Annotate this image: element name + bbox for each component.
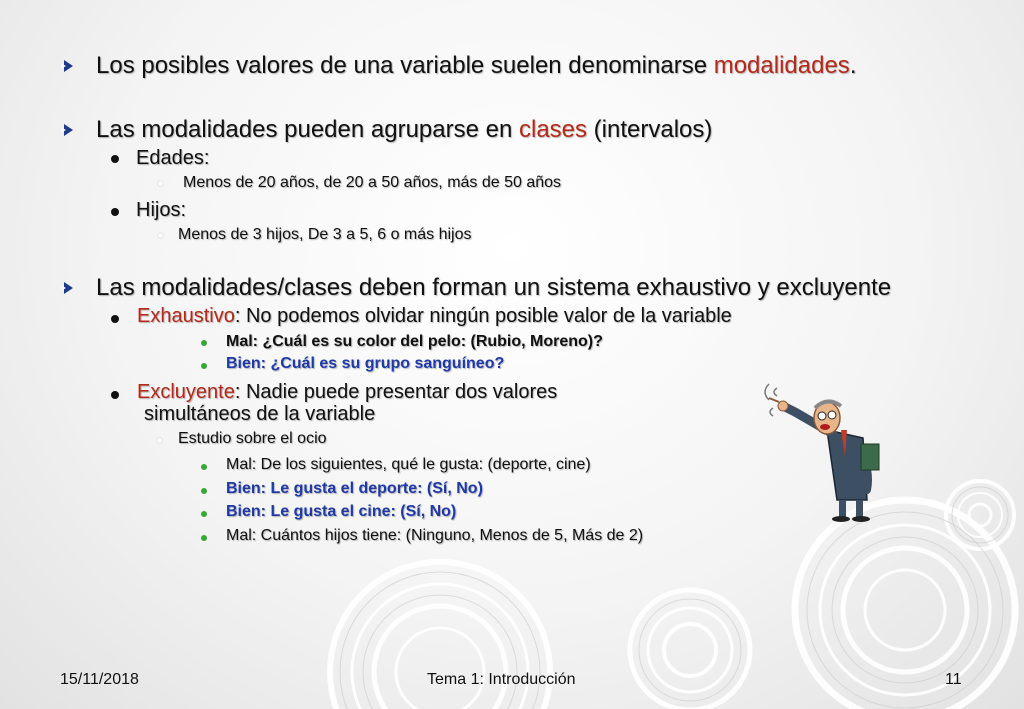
sub-hijos-label: Hijos: (136, 199, 187, 221)
sub-excluyente-cont: simultáneos de la variable (144, 403, 376, 425)
point-text: Los posibles valores de una variable suelen denominarse (96, 52, 714, 79)
bullet-dot-icon (201, 535, 207, 541)
angry-man-illustration (755, 382, 915, 522)
arrow-bullet-icon (64, 124, 73, 136)
example-item-3: Bien: Le gusta el cine: (Sí, No) (226, 503, 457, 520)
point-text: Las modalidades pueden agruparse en (96, 116, 519, 143)
sub-exhaustivo (137, 305, 732, 328)
bullet-dot-icon (111, 391, 119, 399)
bullet-dot-icon (158, 233, 163, 238)
bullet-dot-icon (201, 464, 207, 470)
example-bien-sangre: Bien: ¿Cuál es su grupo sanguíneo? (226, 355, 505, 372)
footer-date: 15/11/2018 (60, 671, 139, 688)
sub-edades-detail: Menos de 20 años, de 20 a 50 años, más de 50 años (183, 174, 562, 191)
bullet-dot-icon (111, 155, 119, 163)
term-exhaustivo: Exhaustivo (137, 305, 235, 327)
footer-title: Tema 1: Introducción (427, 671, 576, 688)
point-clases (96, 116, 712, 144)
bullet-dot-icon (157, 438, 162, 443)
bullet-dot-icon (201, 363, 207, 369)
term-clases: clases (518, 116, 588, 143)
sub-edades-label: Edades: (136, 147, 210, 169)
sub-estudio: Estudio sobre el ocio (178, 430, 327, 447)
arrow-bullet-icon (64, 60, 73, 72)
bullet-dot-icon (201, 340, 207, 346)
example-item-1: Mal: De los siguientes, qué le gusta: (deporte, cine) (226, 456, 591, 473)
sub-hijos-detail: Menos de 3 hijos, De 3 a 5, 6 o más hijos (178, 226, 472, 243)
sub-text: : Nadie puede presentar dos valores (234, 381, 558, 403)
bullet-dot-icon (111, 208, 119, 216)
bullet-dot-icon (111, 315, 119, 323)
arrow-bullet-icon (64, 282, 73, 294)
bullet-dot-icon (201, 488, 207, 494)
bullet-dot-icon (158, 181, 163, 186)
point-tail: (intervalos) (587, 116, 713, 143)
example-item-4: Mal: Cuántos hijos tiene: (Ninguno, Menos de 5, Más de 2) (226, 527, 644, 544)
point-sistema: Las modalidades/clases deben forman un sistema exhaustivo y excluyente (96, 274, 892, 301)
term-excluyente: Excluyente (137, 381, 235, 403)
example-mal-pelo: Mal: ¿Cuál es su color del pelo: (Rubio, Moreno)? (226, 333, 603, 350)
bullet-dot-icon (201, 511, 207, 517)
point-modalidades (96, 52, 856, 80)
footer-page-number: 11 (945, 671, 962, 688)
point-tail: . (849, 52, 857, 79)
term-modalidades: modalidades (713, 52, 850, 79)
example-item-2: Bien: Le gusta el deporte: (Sí, No) (226, 480, 483, 497)
sub-excluyente (137, 381, 557, 404)
sub-text: : No podemos olvidar ningún posible valor de la variable (234, 305, 732, 327)
